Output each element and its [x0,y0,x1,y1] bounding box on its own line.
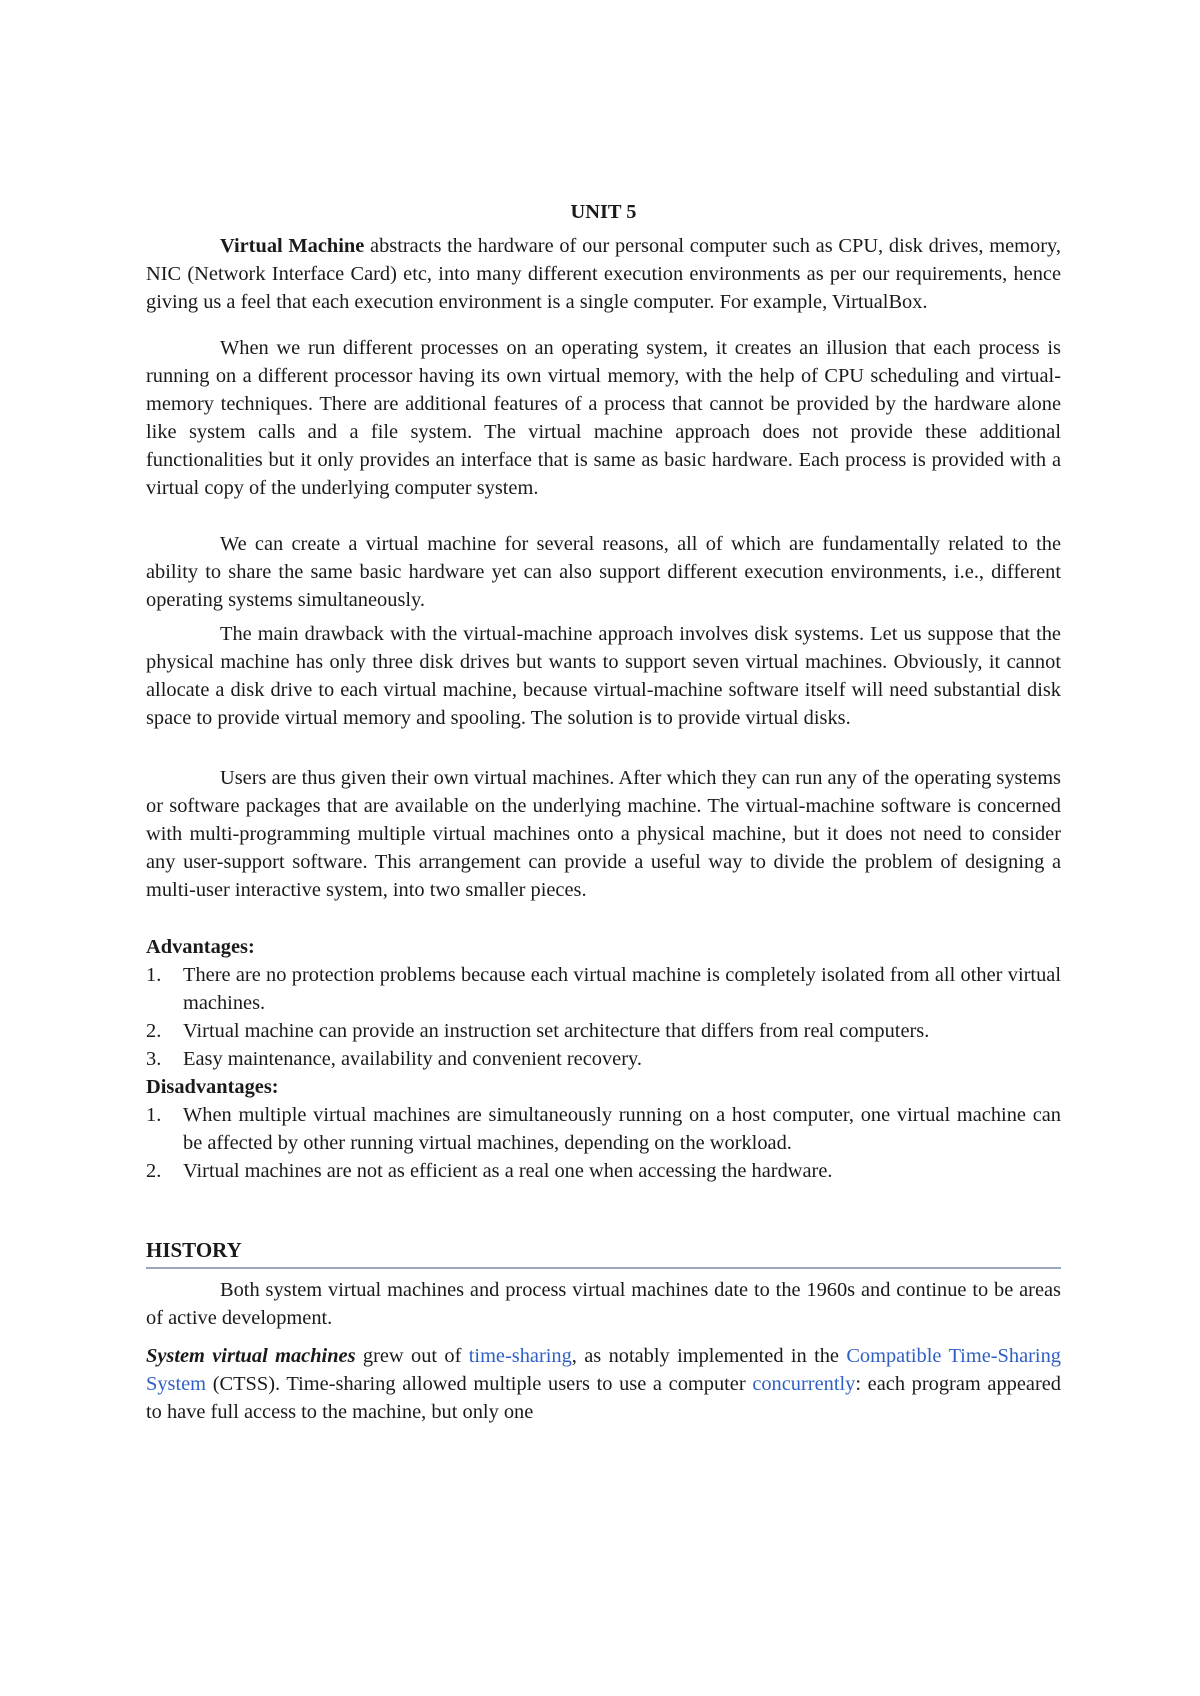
advantages-section [146,933,1061,1185]
time-sharing-link[interactable]: time-sharing [468,1345,572,1367]
intro-paragraph [146,232,1061,316]
list-item: 1. There are no protection problems because each virtual machine is completely isolated from all other virtual machines. [146,964,1061,1014]
history-term: System virtual machines [146,1345,356,1367]
list-item: 2. Virtual machine can provide an instruction set architecture that differs from real computers. [146,1020,930,1042]
advantages-list [146,961,1061,1073]
advantages-heading: Advantages: [146,936,255,958]
body-paragraph-2 [146,530,1061,614]
paragraph-text: When we run different processes on an operating system, it creates an illusion that each process is running on a different processor having its own virtual memory, with the help of CPU scheduling and virtual-memory techniques. There are additional features of a process that cannot be provided by the hardware alone like system calls and a file system. The virtual machine approach does not provide these additional functionalities but it only provides an interface that is same as basic hardware. Each process is provided with a virtual copy of the underlying computer system. [146,337,1061,499]
body-paragraph-4 [146,764,1061,904]
intro-text: abstracts the hardware of our personal computer such as CPU, disk drives, memory, NIC (Network Interface Card) etc, into many different execution environments as per our requirements, hence giving us a feel that each execution environment is a single computer. For example, VirtualBox. [146,235,1061,313]
history-paragraph-1 [146,1276,1061,1332]
history-divider [146,1267,1061,1269]
history-heading: HISTORY [146,1238,242,1262]
disadvantages-heading: Disadvantages: [146,1076,279,1098]
paragraph-text: Both system virtual machines and process virtual machines date to the 1960s and continue to be areas of active development. [146,1279,1061,1329]
body-paragraph-1 [146,334,1061,502]
concurrently-link[interactable]: concurrently [752,1373,856,1395]
paragraph-text: We can create a virtual machine for several reasons, all of which are fundamentally related to the ability to share the same basic hardware yet can also support different execution environments, i.e., different operating systems simultaneously. [146,533,1061,611]
paragraph-text: Users are thus given their own virtual machines. After which they can run any of the operating systems or software packages that are available on the underlying machine. The virtual-machine software is concerned with multi-programming multiple virtual machines onto a physical machine, but it does not need to consider any user-support software. This arrangement can provide a useful way to divide the problem of designing a multi-user interactive system, into two smaller pieces. [146,767,1061,901]
body-paragraph-3 [146,620,1061,732]
history-paragraph-2: System virtual machines grew out of time-sharing, as notably implemented in the Compatible Time-Sharing System (CTSS). Time-sharing allowed multiple users to use a computer concurrently: each program appeared to have full access to the machine, but only one [146,1345,1061,1423]
paragraph-text: The main drawback with the virtual-machine approach involves disk systems. Let us suppose that the physical machine has only three disk drives but wants to support seven virtual machines. Obviously, it cannot allocate a disk drive to each virtual machine, because virtual-machine software itself will need substantial disk space to provide virtual memory and spooling. The solution is to provide virtual disks. [146,623,1061,729]
list-item: 2. Virtual machines are not as efficient as a real one when accessing the hardware. [146,1160,833,1182]
list-item: 3. Easy maintenance, availability and convenient recovery. [146,1048,642,1070]
disadvantages-list [146,1101,1061,1185]
list-item: 1. When multiple virtual machines are simultaneously running on a host computer, one virtual machine can be affected by other running virtual machines, depending on the workload. [146,1104,1061,1154]
intro-term: Virtual Machine [220,235,365,257]
ctss-link[interactable]: Compatible Time-Sharing System [146,1345,1061,1395]
page-title: UNIT 5 [570,201,637,223]
